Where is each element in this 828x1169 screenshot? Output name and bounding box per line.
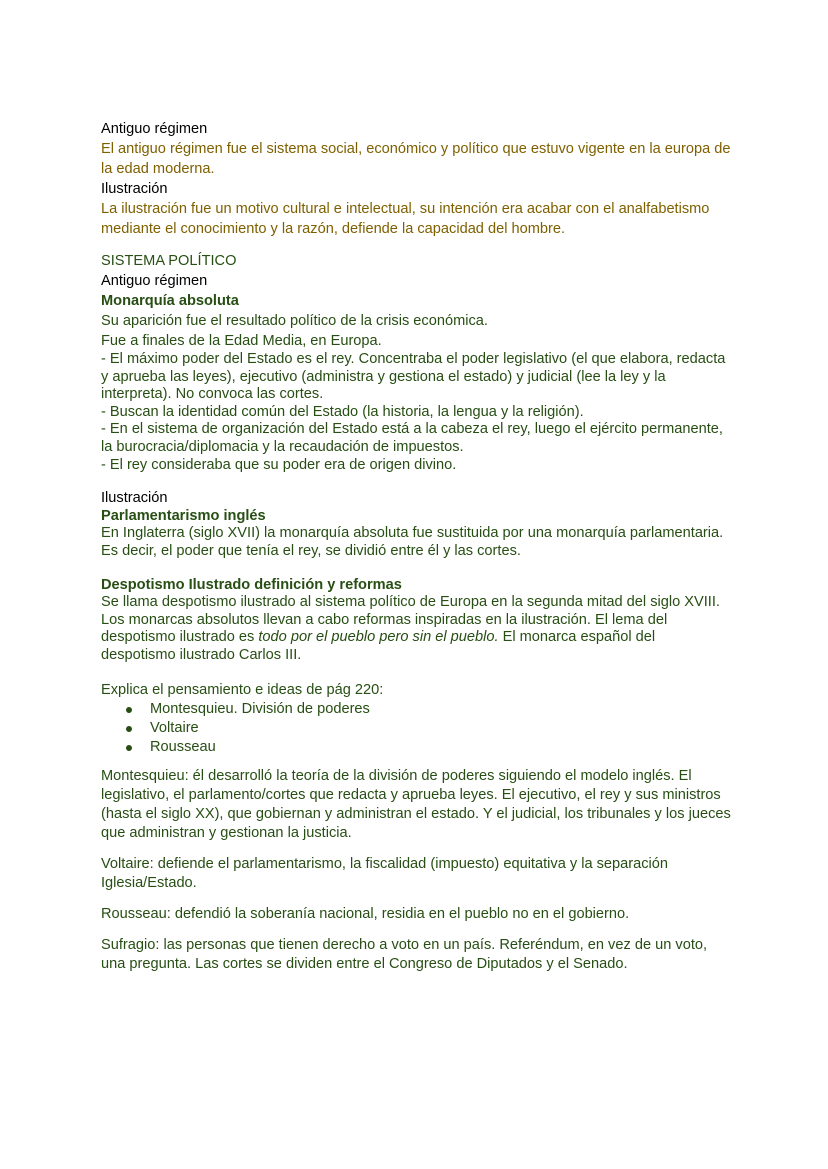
subheading-antiguo-regimen: Antiguo régimen xyxy=(101,273,208,289)
document-page xyxy=(101,119,731,974)
list-item-label: Rousseau xyxy=(150,738,216,755)
montesquieu-paragraph: Montesquieu: él desarrolló la teoría de la división de poderes siguiendo el modelo inglés. El legislativo, el parlamento/cortes que redacta y aprueba leyes. El ejecutivo, el rey y sus ministros (hasta el siglo XX), que gobiernan y administran el estado. Y el judicial, los tribunales y los jueces que administran y gestionan la justicia. xyxy=(101,767,731,841)
monarquia-bullet-4: - El rey consideraba que su poder era de origen divino. xyxy=(101,456,457,473)
list-item-label: Montesquieu. División de poderes xyxy=(150,700,370,717)
bullet-icon xyxy=(126,707,132,713)
subheading-ilustracion: Ilustración xyxy=(101,490,168,507)
heading-antiguo-regimen: Antiguo régimen xyxy=(101,121,208,137)
list-item xyxy=(101,738,731,757)
explica-intro: Explica el pensamiento e ideas de pág 220: xyxy=(101,681,384,698)
monarquia-paragraph-1: Su aparición fue el resultado político de la crisis económica. xyxy=(101,313,488,329)
monarquia-bullet-2: - Buscan la identidad común del Estado (la historia, la lengua y la religión). xyxy=(101,403,584,420)
monarquia-bullet-1: - El máximo poder del Estado es el rey. Concentraba el poder legislativo (el que elabora, redacta y aprueba las leyes), ejecutivo (administra y gestiona el estado) y judicial (lee la ley y la interpreta). No convoca las cortes. xyxy=(101,351,726,403)
list-item xyxy=(101,700,731,719)
bullet-icon xyxy=(126,726,132,732)
despotismo-motto: todo por el pueblo pero sin el pueblo. xyxy=(258,629,499,646)
list-item xyxy=(101,719,731,738)
heading-parlamentarismo-ingles: Parlamentarismo inglés xyxy=(101,507,266,524)
parlamentarismo-text: En Inglaterra (siglo XVII) la monarquía absoluta fue sustituida por una monarquía parlamentaria. Es decir, el poder que tenía el rey, se dividió entre él y las cortes. xyxy=(101,525,724,559)
list-item-label: Voltaire xyxy=(150,719,199,736)
heading-ilustracion: Ilustración xyxy=(101,181,168,197)
monarquia-bullet-3: - En el sistema de organización del Estado está a la cabeza el rey, luego el ejército permanente, la burocracia/diplomacia y la recaudación de impuestos. xyxy=(101,421,723,455)
bullet-icon xyxy=(126,745,132,751)
despotismo-text-end: El monarca español del despotismo ilustrado Carlos III. xyxy=(101,629,656,663)
heading-monarquia-absoluta: Monarquía absoluta xyxy=(101,293,239,309)
definition-antiguo-regimen: El antiguo régimen fue el sistema social, económico y político que estuvo vigente en la europa de la edad moderna. xyxy=(101,141,731,177)
monarquia-paragraph-2: Fue a finales de la Edad Media, en Europa. xyxy=(101,333,382,349)
philosophers-list xyxy=(101,700,731,757)
heading-despotismo-ilustrado: Despotismo Ilustrado definición y reformas xyxy=(101,576,402,593)
rousseau-paragraph: Rousseau: defendió la soberanía nacional, residia en el pueblo no en el gobierno. xyxy=(101,905,630,922)
despotismo-text xyxy=(101,594,731,664)
voltaire-paragraph: Voltaire: defiende el parlamentarismo, la fiscalidad (impuesto) equitativa y la separación Iglesia/Estado. xyxy=(101,855,669,891)
despotismo-text-start: Se llama despotismo ilustrado al sistema político de Europa en la segunda mitad del siglo XVIII. Los monarcas absolutos llevan a cabo reformas inspiradas en la ilustración. El lema del despotismo ilustrado es xyxy=(101,594,720,646)
definition-ilustracion: La ilustración fue un motivo cultural e intelectual, su intención era acabar con el analfabetismo mediante el conocimiento y la razón, defiende la capacidad del hombre. xyxy=(101,201,710,237)
sufragio-paragraph: Sufragio: las personas que tienen derecho a voto en un país. Referéndum, en vez de un voto, una pregunta. Las cortes se dividen entre el Congreso de Diputados y el Senado. xyxy=(101,936,708,972)
section-title-sistema-politico: SISTEMA POLÍTICO xyxy=(101,253,237,269)
